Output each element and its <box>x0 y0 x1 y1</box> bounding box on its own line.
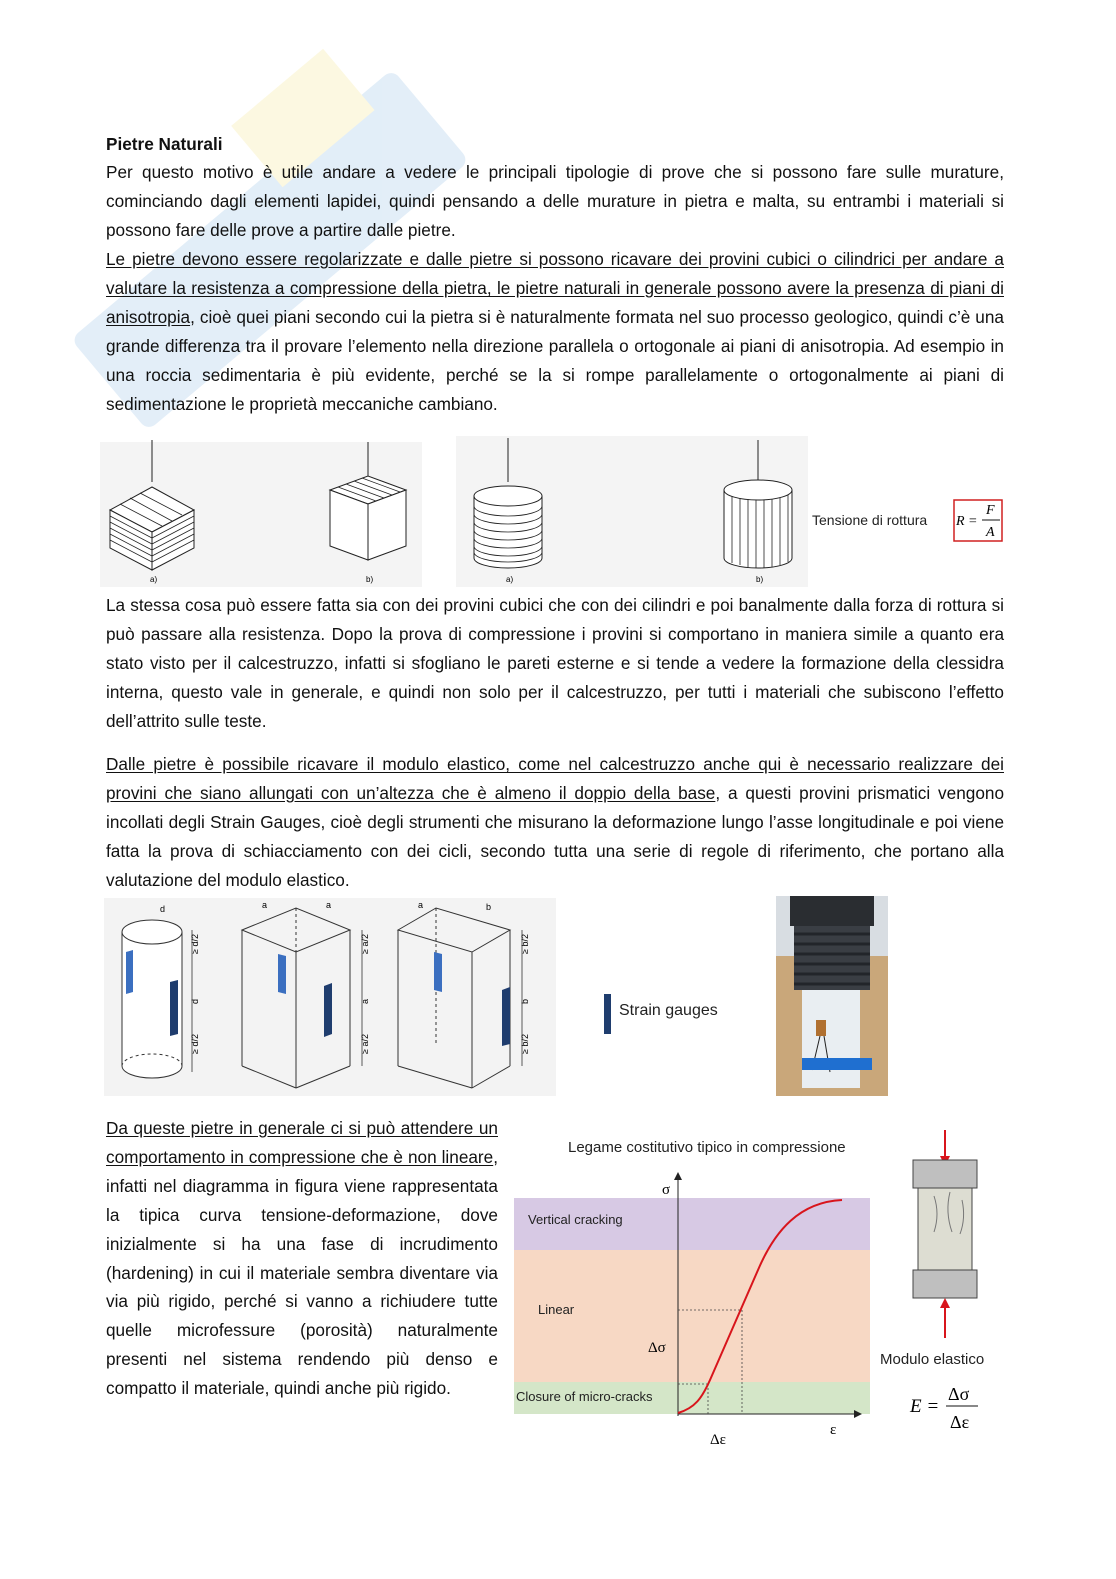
paragraph-cubes-cylinders: La stessa cosa può essere fatta sia con dei provini cubici che con dei cilindri e poi banalmente dalla forza di rottura si può passare alla resistenza. Dopo la prova di compressione i provini si comportano in maniera simile a quanto era stato visto per il calcestruzzo, infatti si sfogliano le pareti esterne e si tende a vedere la formazione della clessidra interna, questo vale in generale, e quindi non solo per il calcestruzzo, per tutti i materiali che subiscono l’effetto dell’attrito sulle teste. <box>106 595 1004 731</box>
paragraph-intro: Per questo motivo è utile andare a vedere le principali tipologie di prove che si possono fare sulle murature, cominciando dagli elementi lapidei, quindi pensando a delle murature in pietra e malta, su entrambi i materiali si possono fare delle prove a partire dalle pietre. <box>106 162 1004 240</box>
anisotropy-underlined: Le pietre devono essere regolarizzate e dalle pietre si possono ricavare dei provini cubici o cilindrici per andare a valutare la resistenza a compressione della pietra, le pietre naturali in generale possono avere la presenza di piani di anisotropia <box>106 249 1004 327</box>
dim-a2-top: ≥ a/2 <box>360 934 370 954</box>
dim-a: a <box>360 998 370 1004</box>
gauge-front-2 <box>278 954 286 994</box>
paragraph-anisotropy <box>106 245 1004 418</box>
label-b-2: b) <box>756 575 764 584</box>
formula-num: F <box>986 503 995 518</box>
specimens-figure <box>100 432 1010 592</box>
test-photo <box>776 896 888 1096</box>
label-b-1: b) <box>366 575 374 584</box>
zone-label-cracking: Vertical cracking <box>528 1212 623 1227</box>
strain-gauge-figure <box>100 894 900 1100</box>
dim-a-top-3: a <box>418 900 424 910</box>
modulus-num: Δσ <box>948 1384 970 1404</box>
dim-d: d <box>190 998 200 1004</box>
tension-label: Tensione di rottura <box>812 512 928 528</box>
nonlinear-rest: , infatti nel diagramma in figura viene rappresentata la tipica curva tensione-deformazione, dove inizialmente si ha una fase di incrudimento (hardening) in cui il materiale sembra diventare via via più rigido, perché si vanno a richiudere tutte quelle microfessure (porosità) naturalmente presenti nel sistema rendendo più denso e compatto il materiale, quindi anche più rigido. <box>106 1146 498 1399</box>
elastic-modulus-underlined: Dalle pietre è possibile ricavare il modulo elastico, come nel calcestruzzo anche qui è necessario realizzare dei provini che siano allungati con un’altezza che è almeno il doppio della base <box>106 754 1004 803</box>
paragraph-nonlinear <box>106 1114 498 1403</box>
dim-d-top: d <box>160 904 166 914</box>
elastic-modulus-rest: , a questi provini prismatici vengono incollati degli Strain Gauges, cioè degli strumenti che misurano la deformazione lungo l’asse longitudinale e poi viene fatta la prova di schiacciamento con dei cicli, secondo tutta una serie di regole di riferimento, che portano alla valutazione del modulo elastico. <box>106 782 1005 890</box>
gauge-front <box>126 950 133 994</box>
stress-strain-chart <box>510 1130 1010 1450</box>
gauge-side-2 <box>324 983 332 1037</box>
zone-label-linear: Linear <box>538 1302 575 1317</box>
dim-a-top-2: a <box>326 900 332 910</box>
dim-b: b <box>520 998 530 1004</box>
chart-title: Legame costitutivo tipico in compressione <box>568 1139 846 1156</box>
formula-lhs: R = <box>956 514 978 529</box>
nonlinear-underlined: Da queste pietre in generale ci si può attendere un comportamento in compressione che è non lineare <box>106 1118 498 1167</box>
cylinder-icon <box>913 1130 977 1338</box>
gauge-front-3 <box>434 952 442 992</box>
y-axis-label: σ <box>662 1182 671 1198</box>
modulus-label: Modulo elastico <box>880 1351 985 1368</box>
modulus-lhs: E = <box>910 1396 940 1417</box>
label-a-2: a) <box>506 575 514 584</box>
delta-sigma-label: Δσ <box>648 1340 666 1356</box>
section-title: Pietre Naturali <box>106 134 223 154</box>
strain-gauge-label: Strain gauges <box>619 1002 718 1019</box>
dim-d2-bottom: ≥ d/2 <box>190 1034 200 1054</box>
dim-a-top-1: a <box>262 900 268 910</box>
formula-den: A <box>986 525 995 540</box>
x-axis-label: ε <box>830 1422 837 1438</box>
delta-epsilon-label: Δε <box>710 1432 726 1448</box>
dim-b2-top: ≥ b/2 <box>520 934 530 954</box>
label-a-1: a) <box>150 575 158 584</box>
anisotropy-rest: , cioè quei piani secondo cui la pietra si è naturalmente formata nel suo processo geologico, quindi c’è una grande differenza tra il provare l’elemento nella direzione parallela o ortogonale ai piani di anisotropia. Ad esempio in una roccia sedimentaria è più evidente, perché se la si rompe parallelamente o ortogonalmente ai piani di sedimentazione le proprietà meccaniche cambiano. <box>106 306 1004 414</box>
gauge-back <box>170 980 178 1036</box>
modulus-den: Δε <box>950 1412 970 1432</box>
strain-gauge-swatch <box>604 994 611 1034</box>
dim-a2-bottom: ≥ a/2 <box>360 1034 370 1054</box>
paragraph-elastic-modulus <box>106 750 1004 895</box>
dim-d2-top: ≥ d/2 <box>190 934 200 954</box>
zone-label-closure: Closure of micro-cracks <box>516 1389 653 1404</box>
gauge-side-3 <box>502 987 510 1046</box>
dim-b2-bottom: ≥ b/2 <box>520 1034 530 1054</box>
dim-b-top: b <box>486 902 492 912</box>
